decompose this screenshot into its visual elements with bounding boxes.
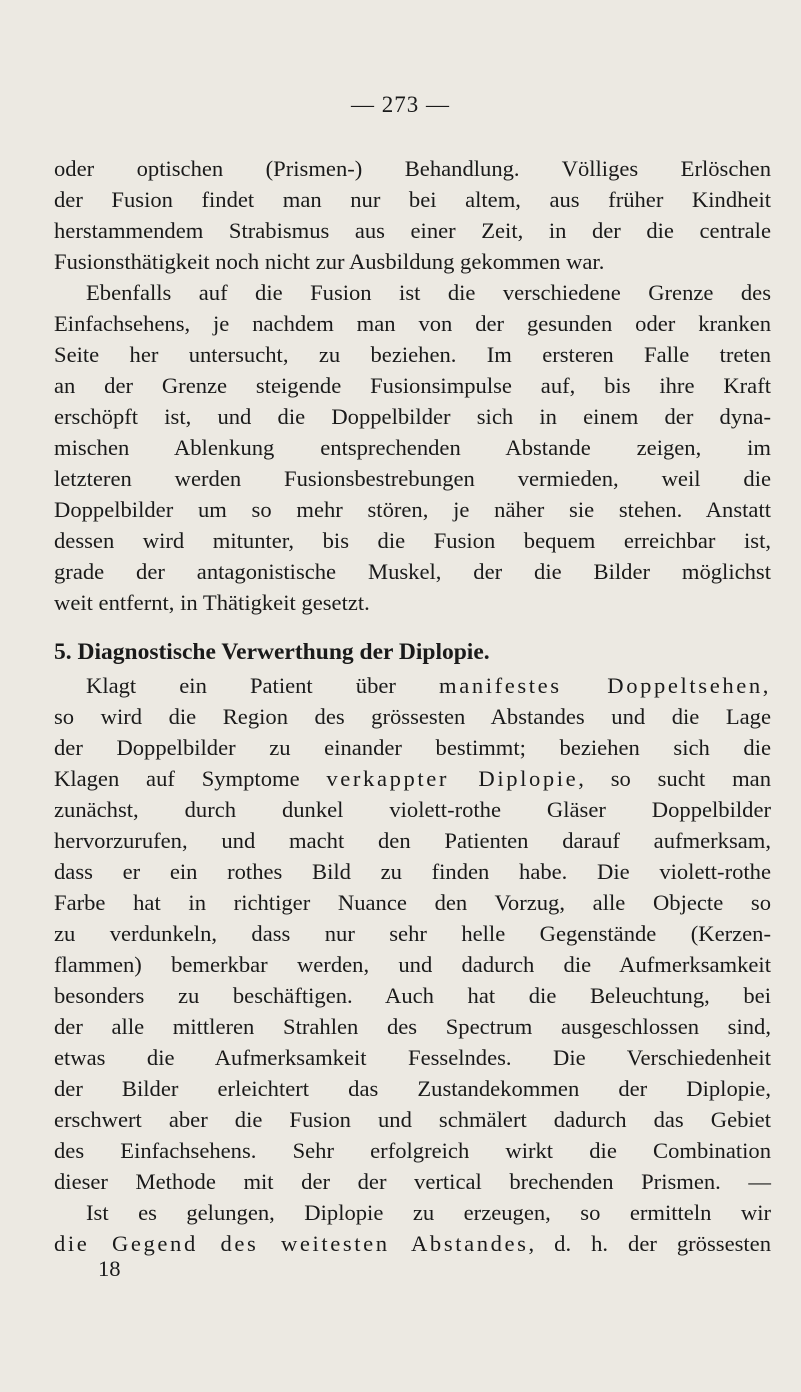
text-line: grade der antagonistische Muskel, der die Bilder möglichst — [54, 559, 771, 584]
text-line: zu verdunkeln, dass nur sehr helle Gegenstände (Kerzen- — [54, 921, 771, 946]
text-line: dass er ein rothes Bild zu finden habe. Die violett-rothe — [54, 859, 771, 884]
text-line: Doppelbilder um so mehr stören, je näher sie stehen. Anstatt — [54, 497, 771, 522]
text-line — [54, 1230, 771, 1260]
text-line: herstammendem Strabismus aus einer Zeit, in der die centrale — [54, 218, 771, 243]
text-line: Einfachsehens, je nachdem man von der gesunden oder kranken — [54, 311, 771, 336]
text-span: , so sucht man — [578, 766, 772, 791]
text-line — [86, 672, 771, 702]
text-line: oder optischen (Prismen-) Behandlung. Völliges Erlöschen — [54, 156, 771, 181]
text-line: an der Grenze steigende Fusionsimpulse auf, bis ihre Kraft — [54, 373, 771, 398]
text-line: mischen Ablenkung entsprechenden Abstande zeigen, im — [54, 435, 771, 460]
text-line: Seite her untersucht, zu beziehen. Im ersteren Falle treten — [54, 342, 771, 367]
section-heading: 5. Diagnostische Verwerthung der Diplopie. — [54, 639, 490, 665]
text-line: zunächst, durch dunkel violett-rothe Gläser Doppelbilder — [54, 797, 771, 822]
text-line: der alle mittleren Strahlen des Spectrum ausgeschlossen sind, — [54, 1014, 771, 1039]
text-line: Fusionsthätigkeit noch nicht zur Ausbildung gekommen war. — [54, 249, 605, 274]
signature-mark: 18 — [98, 1256, 121, 1281]
text-line: hervorzurufen, und macht den Patienten darauf aufmerksam, — [54, 828, 771, 853]
emphasis-span: manifestes Doppeltsehen, — [439, 673, 771, 698]
text-line: des Einfachsehens. Sehr erfolgreich wirkt die Combination — [54, 1138, 771, 1163]
text-span: Klagt ein Patient über — [86, 673, 440, 698]
text-line: Farbe hat in richtiger Nuance den Vorzug, alle Objecte so — [54, 890, 771, 915]
text-line: weit entfernt, in Thätigkeit gesetzt. — [54, 590, 370, 615]
text-line: dessen wird mitunter, bis die Fusion bequem erreichbar ist, — [54, 528, 771, 553]
text-line: etwas die Aufmerksamkeit Fesselndes. Die Verschiedenheit — [54, 1045, 771, 1070]
text-line: so wird die Region des grössesten Abstandes und die Lage — [54, 704, 771, 729]
text-span: Klagen auf Symptome — [54, 766, 327, 791]
text-line: Ebenfalls auf die Fusion ist die verschiedene Grenze des — [86, 280, 771, 305]
text-line: erschwert aber die Fusion und schmälert dadurch das Gebiet — [54, 1107, 771, 1132]
text-line: dieser Methode mit der der vertical brechenden Prismen. — — [54, 1169, 771, 1194]
text-line: der Doppelbilder zu einander bestimmt; beziehen sich die — [54, 735, 771, 760]
text-line: der Bilder erleichtert das Zustandekommen der Diplopie, — [54, 1076, 771, 1101]
text-line: besonders zu beschäftigen. Auch hat die Beleuchtung, bei — [54, 983, 771, 1008]
page-number: — 273 — — [351, 92, 450, 117]
text-line — [54, 765, 771, 795]
text-line: letzteren werden Fusionsbestrebungen vermieden, weil die — [54, 466, 771, 491]
emphasis-span: die Gegend des weitesten Abstandes — [54, 1231, 529, 1256]
text-line: erschöpft ist, und die Doppelbilder sich in einem der dyna- — [54, 404, 771, 429]
text-line: der Fusion findet man nur bei altem, aus früher Kindheit — [54, 187, 771, 212]
text-span: , d. h. der grössesten — [528, 1231, 771, 1256]
text-line: Ist es gelungen, Diplopie zu erzeugen, so ermitteln wir — [86, 1200, 771, 1225]
text-line: flammen) bemerkbar werden, und dadurch die Aufmerksamkeit — [54, 952, 771, 977]
emphasis-span: verkappter Diplopie — [326, 766, 579, 791]
